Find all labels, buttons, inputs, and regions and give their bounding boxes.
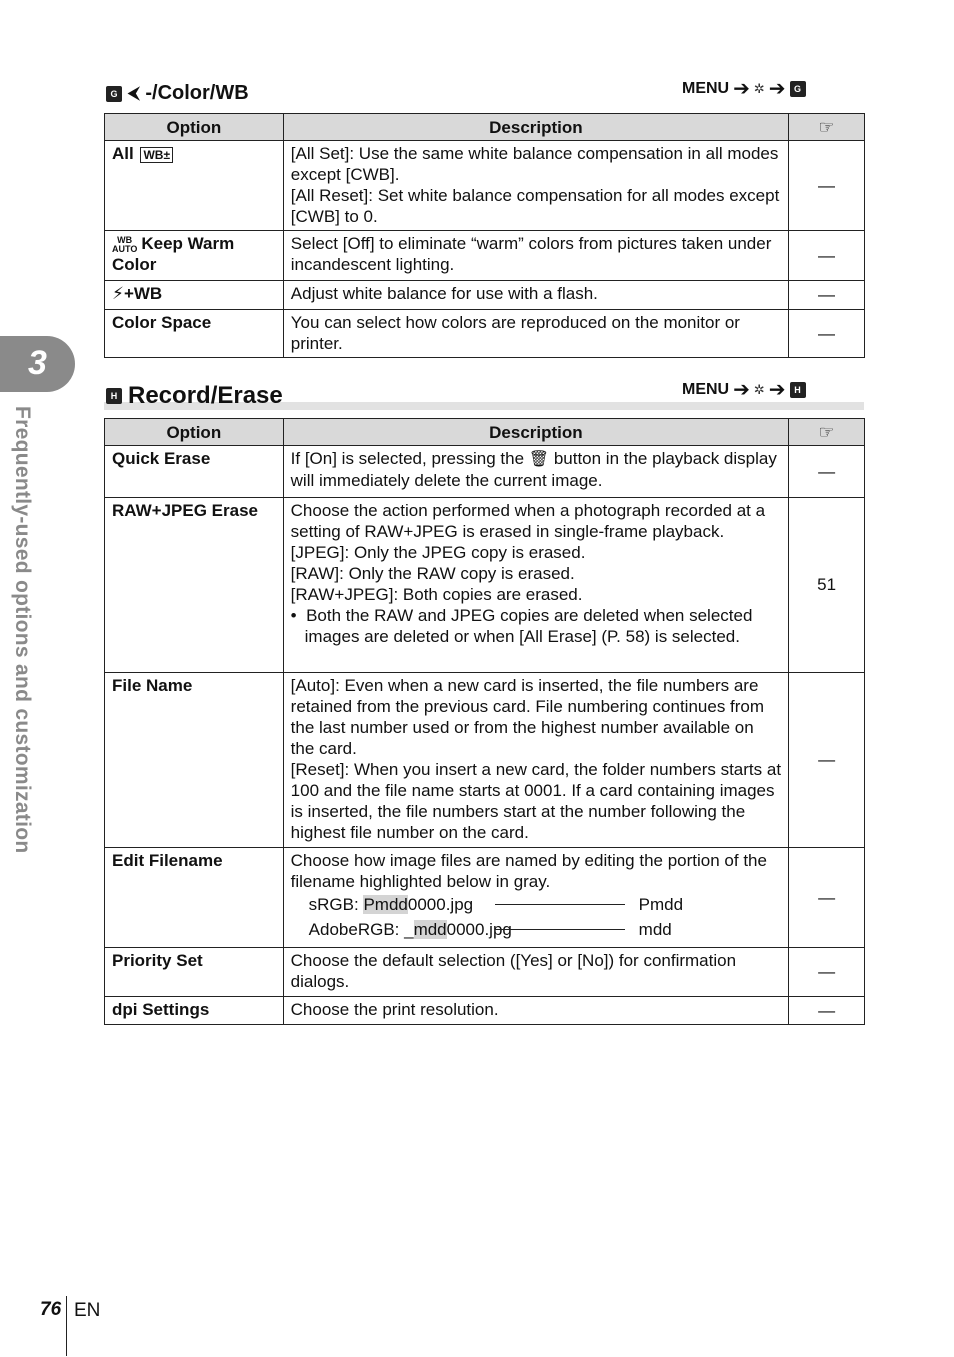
table-row: [105, 446, 865, 498]
table-row: [105, 281, 865, 310]
column-reference: [789, 419, 865, 446]
menu-label: MENU: [682, 80, 730, 97]
arrow-right-icon: ➔: [733, 78, 750, 100]
bullet-note: • Both the RAW and JPEG copies are deleted when selected images are deleted or when [All Erase] (P. 58) is selected.: [290, 606, 753, 646]
arrow-right-icon: ➔: [733, 379, 750, 401]
reference-hand-icon: ☞: [818, 421, 835, 442]
custom-gear-icon: ✲: [753, 382, 765, 397]
connector-line: [495, 904, 625, 905]
section1-title: -/Color/WB: [145, 82, 249, 104]
description-cell: Choose how image files are named by editing the portion of the filename highlighted below in gray. sRGB: Pmdd0000.jpg Pmdd AdobeRGB: _mdd0000.jpg mdd: [283, 848, 789, 948]
table-row: [105, 997, 865, 1025]
table-header: [105, 419, 865, 446]
section1-heading: [106, 82, 249, 105]
option-cell: File Name: [105, 673, 284, 848]
reference-cell: —: [789, 231, 865, 281]
section2-heading: [106, 382, 283, 410]
section1-menu-path: [682, 80, 806, 98]
custom-gear-icon: ✲: [753, 81, 765, 96]
reference-cell: —: [789, 141, 865, 231]
description-cell: Choose the default selection ([Yes] or [No]) for confirmation dialogs.: [283, 948, 789, 997]
menu-label: MENU: [682, 381, 730, 398]
filename-example-adobergb: AdobeRGB: _mdd0000.jpg mdd: [308, 920, 672, 939]
reference-cell: —: [789, 310, 865, 358]
custom-menu-h-icon: H: [790, 382, 806, 398]
custom-menu-g-icon: G: [790, 81, 806, 97]
description-cell: Select [Off] to eliminate “warm” colors from pictures taken under incandescent lighting.: [283, 231, 788, 281]
column-description: Description: [283, 114, 788, 141]
table-header: [105, 114, 865, 141]
section2-table: [104, 418, 865, 1025]
reference-cell: —: [789, 948, 865, 997]
chapter-title: Frequently-used options and customization: [11, 406, 34, 854]
footer-divider: [66, 1296, 67, 1356]
connector-line: [495, 929, 625, 930]
trash-icon: 🗑: [528, 451, 550, 468]
section1-table: [104, 113, 865, 358]
arrow-right-icon: ➔: [768, 78, 786, 100]
description-cell: Adjust white balance for use with a flash.: [283, 281, 788, 310]
wb-auto-icon: WB AUTO: [112, 234, 138, 254]
language-label: EN: [74, 1300, 101, 1321]
description-cell: [All Set]: Use the same white balance compensation in all modes except [CWB]. [All Reset]: Set white balance compensation for all modes except [CWB] to 0.: [283, 141, 788, 231]
section2-menu-path: [682, 381, 806, 399]
table-row: [105, 310, 865, 358]
custom-menu-h-icon: H: [106, 388, 122, 404]
reference-cell: —: [789, 848, 865, 948]
custom-menu-g-icon: G: [106, 86, 122, 102]
description-cell: [Auto]: Even when a new card is inserted, the file numbers are retained from the previous card. File numbering continues from the last number used or from the highest number available on the card. [Reset]: When you insert a new card, the folder numbers starts at 100 and the file name starts at 0001. If a card containing images is inserted, the file numbers start at the number following the highest file number on the card.: [283, 673, 789, 848]
section2-title: Record/Erase: [128, 382, 283, 409]
flash-icon: ⚡: [112, 284, 124, 303]
reference-cell: —: [789, 673, 865, 848]
column-option: Option: [105, 419, 284, 446]
chapter-number: 3: [28, 344, 47, 382]
option-cell: All WB±: [105, 141, 284, 231]
option-cell: WB AUTO Keep Warm Color: [105, 231, 284, 281]
arrow-right-icon: ➔: [768, 379, 786, 401]
table-row: [105, 231, 865, 281]
option-cell: Priority Set: [105, 948, 284, 997]
description-cell: You can select how colors are reproduced on the monitor or printer.: [283, 310, 788, 358]
description-cell: If [On] is selected, pressing the 🗑 button in the playback display will immediately delete the current image.: [283, 446, 789, 498]
description-cell: Choose the print resolution.: [283, 997, 789, 1025]
reference-cell: —: [789, 446, 865, 498]
option-cell: Quick Erase: [105, 446, 284, 498]
reference-cell: —: [789, 281, 865, 310]
wb-compensation-icon: WB±: [140, 147, 173, 163]
description-cell: Choose the action performed when a photograph recorded at a setting of RAW+JPEG is erased in single-frame playback. [JPEG]: Only the JPEG copy is erased. [RAW]: Only the RAW copy is erased. [RAW+JPEG]: Both copies are erased. • Both the RAW and JPEG copies are deleted when selected images are deleted or when [All Erase] (P. 58) is selected.: [283, 498, 789, 673]
option-cell: ⚡+WB: [105, 281, 284, 310]
column-option: Option: [105, 114, 284, 141]
reference-hand-icon: ☞: [818, 116, 835, 137]
filename-example-srgb: sRGB: Pmdd0000.jpg Pmdd: [308, 895, 684, 914]
table-row: [105, 141, 865, 231]
option-cell: Edit Filename: [105, 848, 284, 948]
exposure-adjust-icon: ⮜: [128, 84, 140, 102]
column-description: Description: [283, 419, 789, 446]
page-number: 76: [40, 1299, 62, 1320]
chapter-tab: [0, 336, 75, 392]
reference-cell: 51: [789, 498, 865, 673]
table-row: [105, 848, 865, 948]
column-reference: [789, 114, 865, 141]
option-cell: RAW+JPEG Erase: [105, 498, 284, 673]
option-cell: Color Space: [105, 310, 284, 358]
option-cell: dpi Settings: [105, 997, 284, 1025]
table-row: [105, 948, 865, 997]
reference-cell: —: [789, 997, 865, 1025]
table-row: [105, 498, 865, 673]
table-row: [105, 673, 865, 848]
